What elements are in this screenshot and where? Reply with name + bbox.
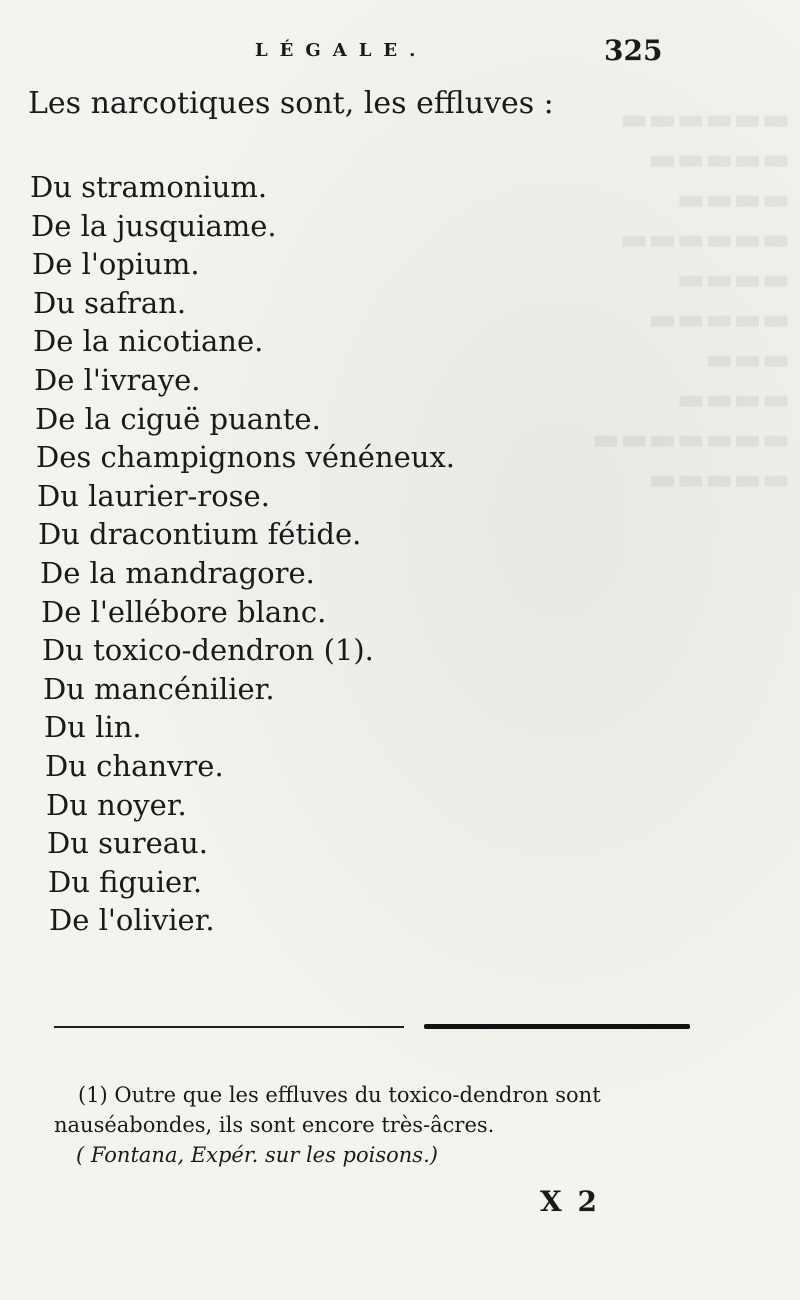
list-item: Du chanvre. (45, 748, 224, 783)
list-item: Du stramonium. (30, 170, 268, 204)
intro-line: Les narcotiques sont, les effluves : (28, 86, 554, 121)
list-item: Du figuier. (48, 864, 203, 899)
list-item: De la mandragore. (40, 555, 315, 590)
list-item: De l'opium. (32, 247, 200, 282)
rule-thick-segment (424, 1024, 690, 1029)
list-item: De l'olivier. (49, 903, 215, 938)
signature-mark: X 2 (540, 1185, 600, 1218)
footnote-line-2: nauséabondes, ils sont encore très-âcres. (54, 1113, 495, 1137)
list-item: Du toxico-dendron (1). (42, 633, 374, 668)
footnote-source: ( Fontana, Expér. sur les poisons.) (76, 1143, 438, 1167)
footnote-rule (54, 1024, 690, 1030)
list-item: Du sureau. (47, 826, 208, 861)
list-item: De l'ivraye. (34, 362, 201, 397)
list-item: De la nicotiane. (33, 324, 264, 359)
list-item: Du lin. (44, 710, 142, 745)
list-item: Du mancénilier. (43, 671, 275, 706)
narcotics-list (30, 168, 455, 940)
list-item: Du laurier-rose. (37, 478, 270, 513)
list-item: Du dracontium fétide. (38, 517, 362, 552)
rule-thin-segment (54, 1026, 404, 1028)
list-item: Des champignons vénéneux. (36, 440, 456, 475)
page-number: 325 (604, 34, 663, 67)
footnote-line-1: (1) Outre que les effluves du toxico-dendron sont (78, 1083, 601, 1107)
running-head: LÉGALE. (255, 40, 428, 61)
list-item: Du noyer. (46, 787, 187, 822)
show-through-text: ▬▬▬▬▬▬ ▬▬▬▬▬ ▬▬▬▬ ▬▬▬▬▬▬ ▬▬▬▬ ▬▬▬▬▬ ▬▬▬ ▬▬▬▬ ▬▬▬▬▬▬▬ ▬▬▬▬▬ (591, 102, 790, 497)
list-item: Du safran. (33, 285, 187, 320)
list-item: De la jusquiame. (31, 208, 277, 243)
list-item: De la ciguë puante. (35, 401, 321, 436)
list-item: De l'ellébore blanc. (41, 594, 327, 629)
footnote (54, 1080, 704, 1170)
